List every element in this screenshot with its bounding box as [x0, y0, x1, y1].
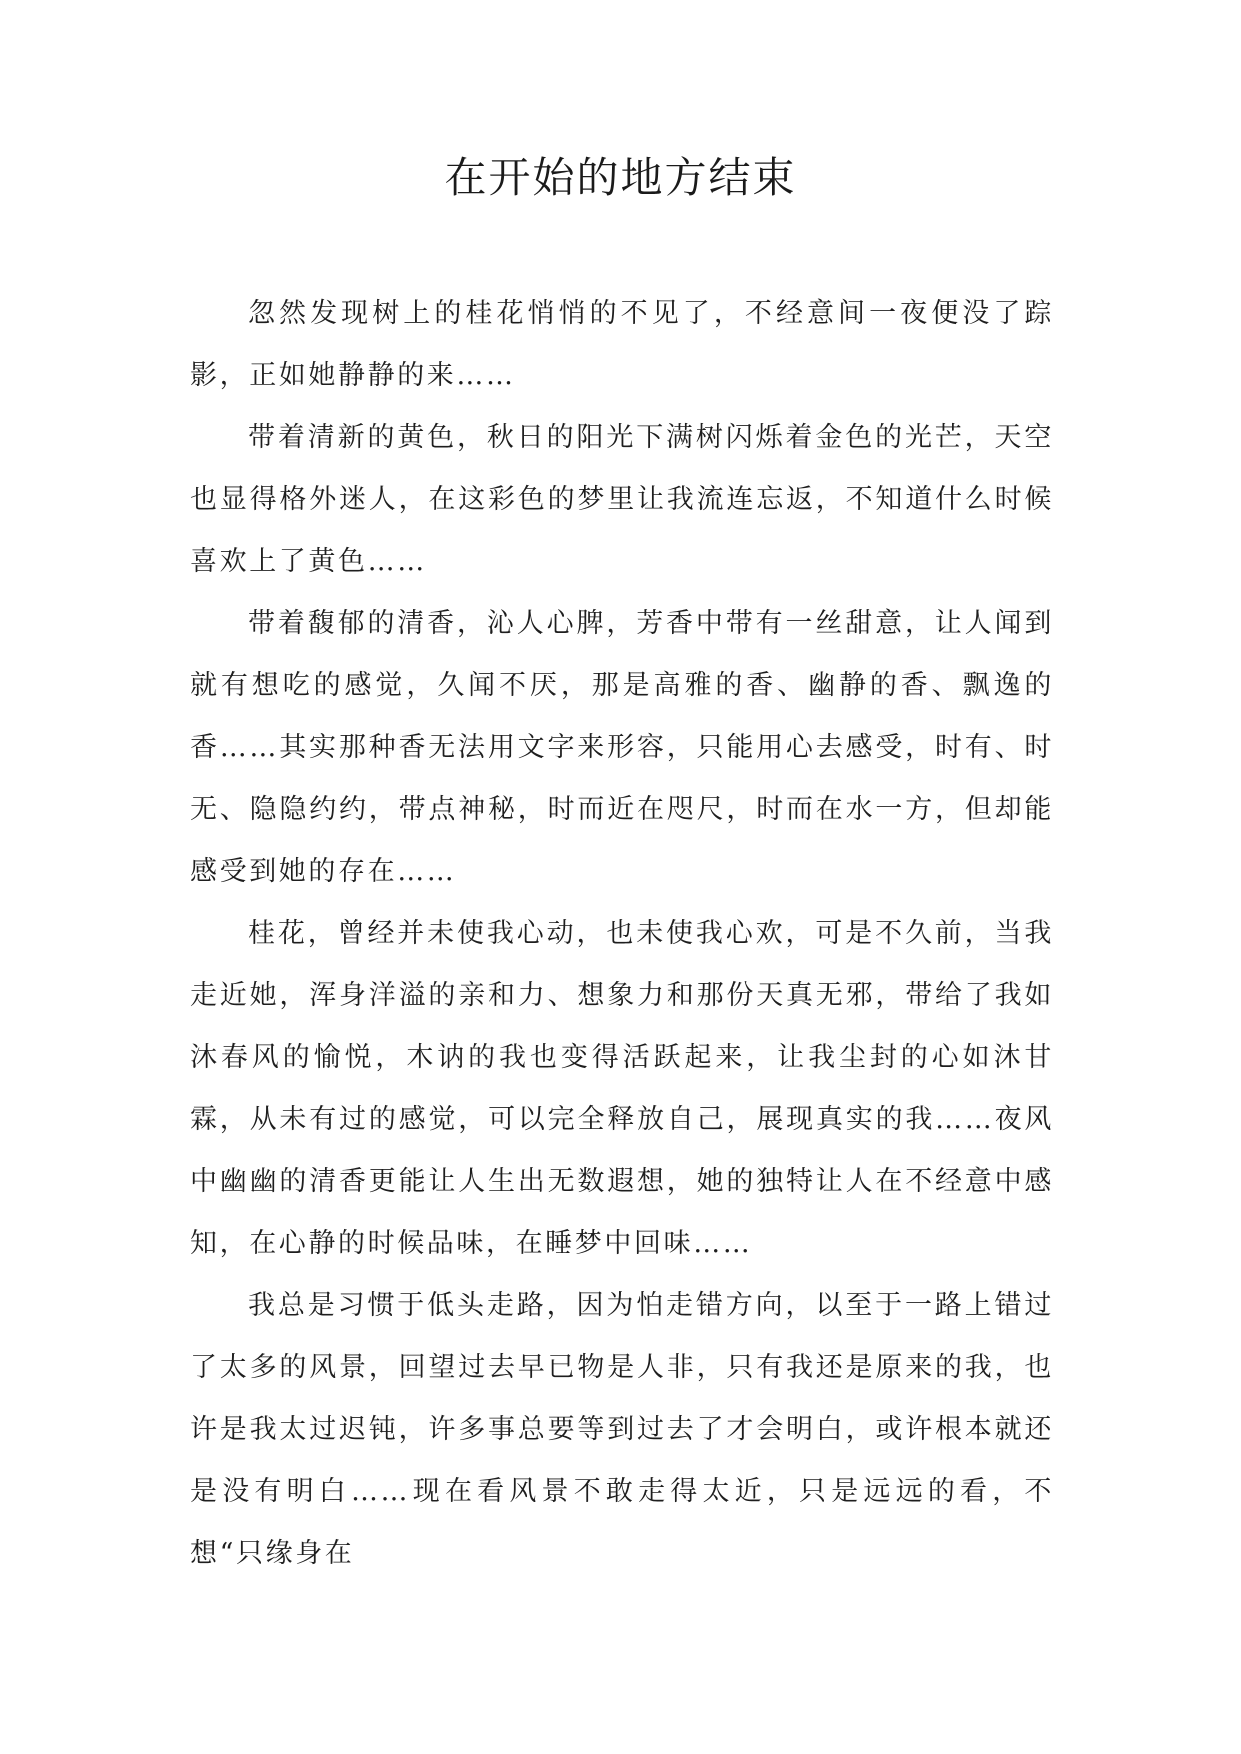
paragraph-1: 忽然发现树上的桂花悄悄的不见了，不经意间一夜便没了踪影，正如她静静的来…… [190, 298, 1054, 391]
document-body [190, 283, 1054, 1585]
document-title: 在开始的地方结束 [444, 153, 797, 202]
paragraph-2: 带着清新的黄色，秋日的阳光下满树闪烁着金色的光芒，天空也显得格外迷人，在这彩色的梦里让我流连忘返，不知道什么时候喜欢上了黄色…… [190, 422, 1054, 577]
paragraph-5: 我总是习惯于低头走路，因为怕走错方向，以至于一路上错过了太多的风景，回望过去早已物是人非，只有我还是原来的我，也许是我太过迟钝，许多事总要等到过去了才会明白，或许根本就还是没有明白……现在看风景不敢走得太近，只是远远的看，不想“只缘身在 [190, 1290, 1054, 1569]
paragraph-3: 带着馥郁的清香，沁人心脾，芳香中带有一丝甜意，让人闻到就有想吃的感觉，久闻不厌，那是高雅的香、幽静的香、飘逸的香……其实那种香无法用文字来形容，只能用心去感受，时有、时无、隐隐约约，带点神秘，时而近在咫尺，时而在水一方，但却能感受到她的存在…… [190, 608, 1054, 887]
paragraph-4: 桂花，曾经并未使我心动，也未使我心欢，可是不久前，当我走近她，浑身洋溢的亲和力、想象力和那份天真无邪，带给了我如沐春风的愉悦，木讷的我也变得活跃起来，让我尘封的心如沐甘霖，从未有过的感觉，可以完全释放自己，展现真实的我……夜风中幽幽的清香更能让人生出无数遐想，她的独特让人在不经意中感知，在心静的时候品味，在睡梦中回味…… [190, 918, 1054, 1259]
